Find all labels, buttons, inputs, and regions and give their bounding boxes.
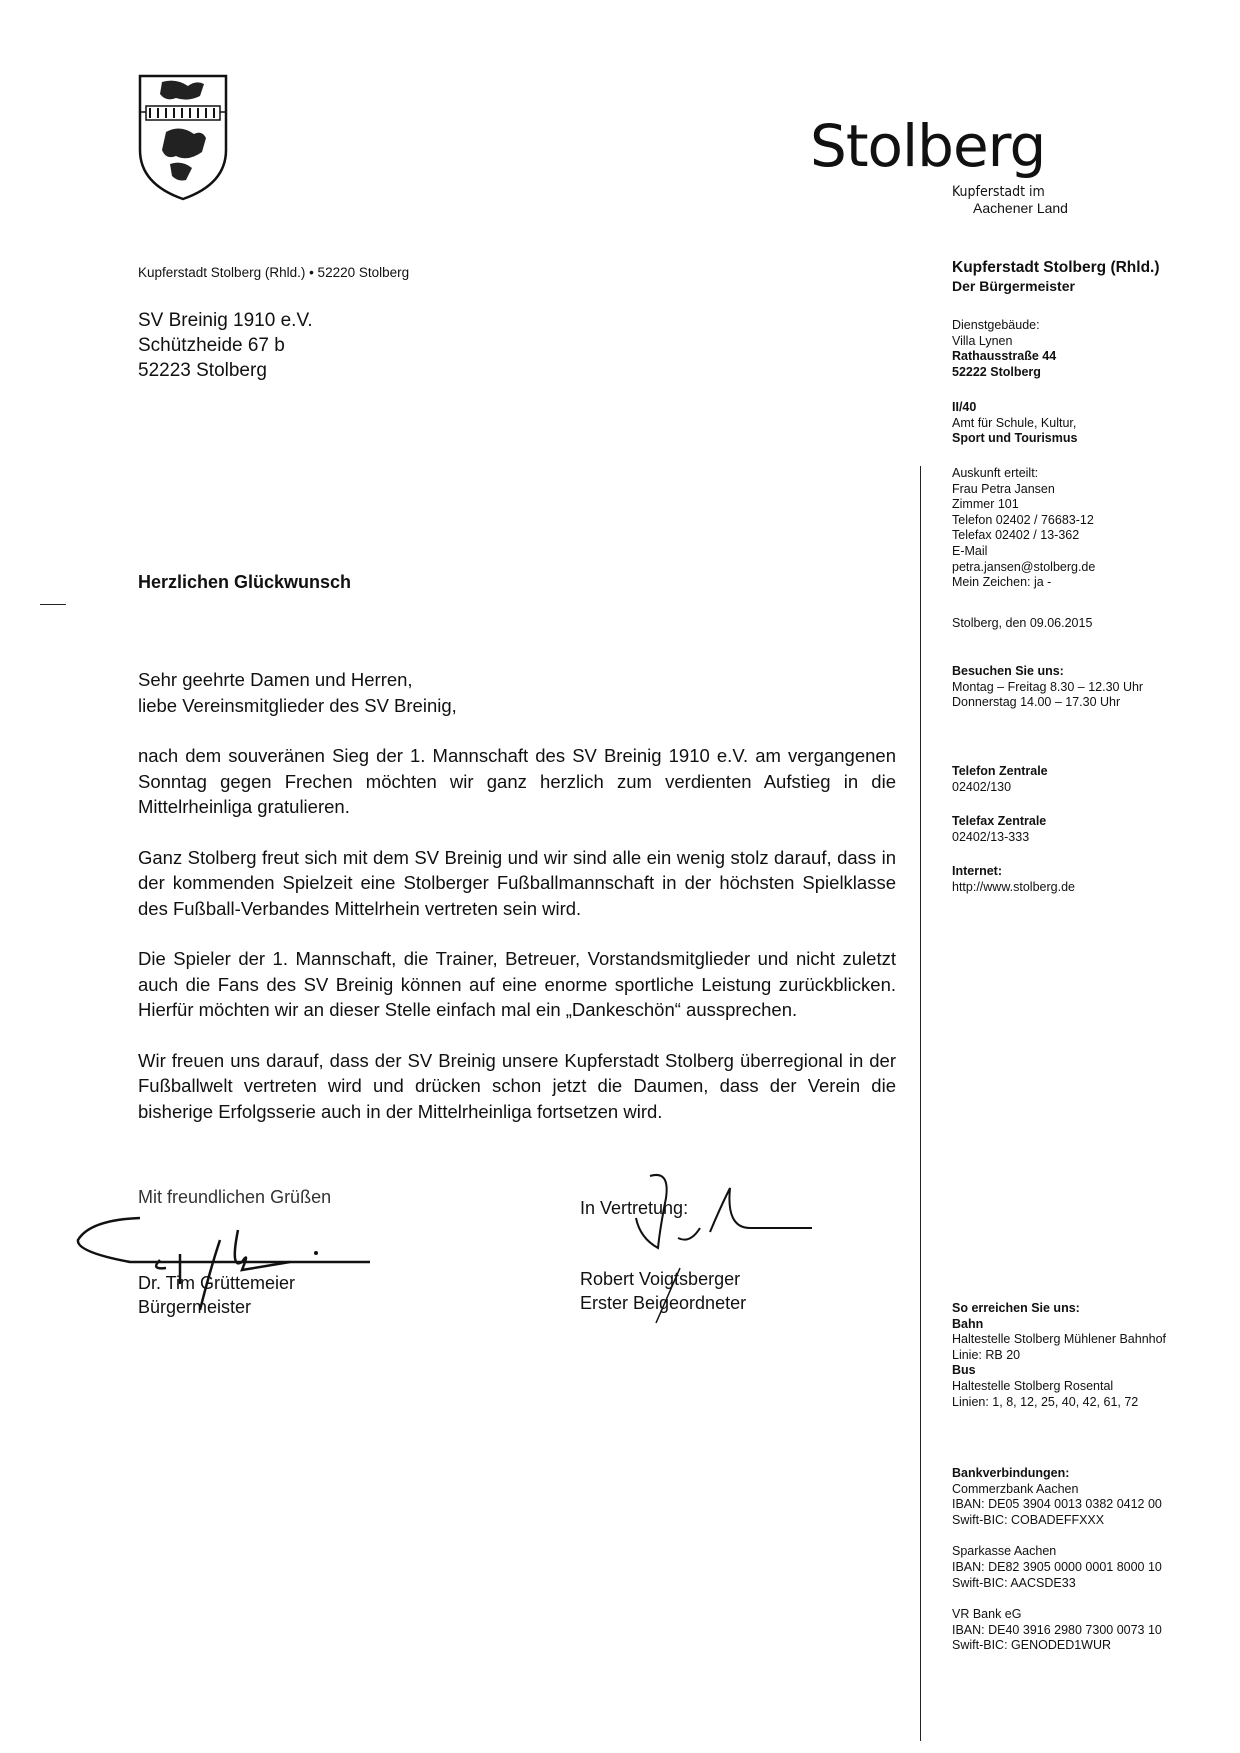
recipient-line: 52223 Stolberg bbox=[138, 360, 267, 381]
signature-right bbox=[580, 1267, 746, 1315]
building-line: 52222 Stolberg bbox=[952, 364, 1041, 379]
recipient-line: Schützheide 67 b bbox=[138, 335, 285, 356]
bank-line: IBAN: DE40 3916 2980 7300 0073 10 bbox=[952, 1622, 1162, 1637]
contact-line: Mein Zeichen: ja - bbox=[952, 575, 1052, 590]
sidebar-building bbox=[952, 318, 1212, 380]
building-line: Rathausstraße 44 bbox=[952, 349, 1057, 364]
closing: Mit freundlichen Grüßen bbox=[138, 1187, 332, 1207]
contact-line: Frau Petra Jansen bbox=[952, 481, 1055, 496]
contact-line: E-Mail bbox=[952, 543, 988, 558]
fax-value: 02402/13-333 bbox=[952, 829, 1030, 844]
bahn-line: Haltestelle Stolberg Mühlener Bahnhof bbox=[952, 1332, 1167, 1347]
sidebar-office bbox=[952, 400, 1212, 447]
visit-line: Donnerstag 14.00 – 17.30 Uhr bbox=[952, 695, 1121, 710]
visit-label: Besuchen Sie uns: bbox=[952, 664, 1064, 678]
salutation-line: liebe Vereinsmitglieder des SV Breinig, bbox=[138, 694, 457, 716]
fold-mark bbox=[40, 604, 66, 605]
bank-line: IBAN: DE05 3904 0013 0382 0412 00 bbox=[952, 1497, 1162, 1512]
building-line: Villa Lynen bbox=[952, 333, 1013, 348]
recipient-address bbox=[138, 308, 313, 383]
office-line: Sport und Tourismus bbox=[952, 431, 1078, 446]
bus-line: Haltestelle Stolberg Rosental bbox=[952, 1378, 1114, 1393]
sidebar-reach bbox=[952, 1301, 1212, 1410]
signer-name: Robert Voigtsberger bbox=[580, 1269, 741, 1289]
web-label: Internet: bbox=[952, 864, 1002, 878]
bank-line: Swift-BIC: COBADEFFXXX bbox=[952, 1512, 1105, 1527]
tel-value: 02402/130 bbox=[952, 779, 1012, 794]
email-link[interactable]: petra.jansen@stolberg.de bbox=[952, 559, 1096, 574]
bank-line: Commerzbank Aachen bbox=[952, 1481, 1079, 1496]
logo-subtitle: Kupferstadt im bbox=[952, 184, 1045, 200]
visit-line: Montag – Freitag 8.30 – 12.30 Uhr bbox=[952, 679, 1144, 694]
sidebar-tel bbox=[952, 764, 1212, 795]
coat-of-arms-logo bbox=[136, 72, 230, 202]
letter-body bbox=[138, 667, 896, 1149]
sidebar-contact bbox=[952, 466, 1212, 591]
bank-line: Swift-BIC: GENODED1WUR bbox=[952, 1638, 1112, 1653]
bank-line: IBAN: DE82 3905 0000 0001 8000 10 bbox=[952, 1559, 1162, 1574]
stolberg-logo bbox=[810, 108, 1130, 218]
contact-line: Auskunft erteilt: bbox=[952, 466, 1039, 480]
web-link[interactable]: http://www.stolberg.de bbox=[952, 879, 1075, 894]
reach-label: So erreichen Sie uns: bbox=[952, 1301, 1080, 1315]
signature-right-label: In Vertretung: bbox=[580, 1198, 689, 1218]
salutation-line: Sehr geehrte Damen und Herren, bbox=[138, 669, 413, 690]
sidebar-banks bbox=[952, 1466, 1212, 1654]
paragraph: Ganz Stolberg freut sich mit dem SV Breinig und wir sind alle ein wenig stolz darauf, dass in der kommenden Spielzeit eine Stolberger Fußballmannschaft in der höchsten Spielklasse des Fußball-Verbandes Mittelrhein vertreten sein wird. bbox=[138, 846, 896, 919]
sender-line: Kupferstadt Stolberg (Rhld.) • 52220 Stolberg bbox=[138, 265, 410, 280]
bus-label: Bus bbox=[952, 1363, 976, 1378]
bank-label: Bankverbindungen: bbox=[952, 1466, 1070, 1480]
contact-line: Telefon 02402 / 76683-12 bbox=[952, 512, 1094, 527]
paragraph: Wir freuen uns darauf, dass der SV Breinig unsere Kupferstadt Stolberg überregional in der Fußballwelt vertreten wird und drücken schon jetzt die Daumen, dass der Verein die bisherige Erfolgsserie auch in der Mittelrheinliga fortsetzen wird. bbox=[138, 1049, 896, 1122]
bahn-line: Linie: RB 20 bbox=[952, 1347, 1021, 1362]
contact-line: Zimmer 101 bbox=[952, 497, 1019, 512]
logo-wordmark: Stolberg bbox=[810, 112, 1046, 180]
bank-line: Swift-BIC: AACSDE33 bbox=[952, 1575, 1076, 1590]
sidebar-fax bbox=[952, 814, 1212, 845]
sidebar-rule bbox=[920, 466, 921, 1741]
org-subtitle: Der Bürgermeister bbox=[952, 278, 1075, 294]
sidebar-web bbox=[952, 864, 1212, 895]
signer-title: Bürgermeister bbox=[138, 1297, 252, 1317]
office-line: Amt für Schule, Kultur, bbox=[952, 415, 1077, 430]
signature-left bbox=[138, 1271, 295, 1319]
logo-subtitle: Aachener Land bbox=[973, 200, 1068, 216]
contact-line: Telefax 02402 / 13-362 bbox=[952, 528, 1080, 543]
sidebar-visit bbox=[952, 664, 1212, 711]
building-label: Dienstgebäude: bbox=[952, 318, 1040, 332]
bank-line: VR Bank eG bbox=[952, 1607, 1022, 1622]
paragraph: nach dem souveränen Sieg der 1. Mannschaft des SV Breinig 1910 e.V. am vergangenen Sonntag gegen Frechen möchten wir ganz herzlich zum verdienten Aufstieg in die Mittelrheinliga gratulieren. bbox=[138, 745, 896, 817]
tel-label: Telefon Zentrale bbox=[952, 764, 1048, 778]
subject: Herzlichen Glückwunsch bbox=[138, 572, 352, 592]
signer-title: Erster Beigeordneter bbox=[580, 1293, 747, 1313]
signer-name: Dr. Tim Grüttemeier bbox=[138, 1273, 296, 1293]
org-name: Kupferstadt Stolberg (Rhld.) bbox=[952, 259, 1160, 276]
bank-line: Sparkasse Aachen bbox=[952, 1544, 1057, 1559]
paragraph: Die Spieler der 1. Mannschaft, die Trainer, Betreuer, Vorstandsmitglieder und nicht zuletzt auch die Fans des SV Breinig können auf eine enorme sportliche Leistung zurückblicken. Hierfür möchten wir an dieser Stelle einfach mal ein „Dankeschön“ aussprechen. bbox=[138, 948, 896, 1020]
fax-label: Telefax Zentrale bbox=[952, 814, 1047, 828]
sidebar-org bbox=[952, 258, 1212, 296]
recipient-line: SV Breinig 1910 e.V. bbox=[138, 310, 313, 331]
office-code: II/40 bbox=[952, 400, 977, 414]
letter-date: Stolberg, den 09.06.2015 bbox=[952, 616, 1093, 630]
bus-line: Linien: 1, 8, 12, 25, 40, 42, 61, 72 bbox=[952, 1394, 1139, 1409]
bahn-label: Bahn bbox=[952, 1316, 984, 1331]
